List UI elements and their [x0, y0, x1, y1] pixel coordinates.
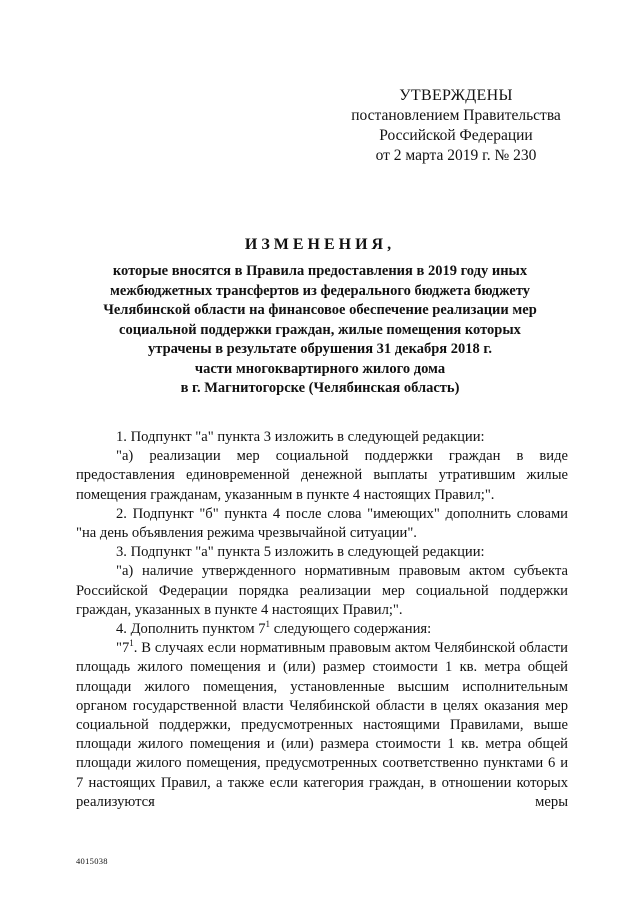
- paragraph-3: 2. Подпункт "б" пункта 4 после слова "имеющих" дополнить словами "на день объявления режима чрезвычайной ситуации".: [76, 505, 568, 542]
- subtitle-line: межбюджетных трансфертов из федерального бюджета бюджету: [109, 282, 531, 299]
- subtitle-line: Челябинской области на финансовое обеспечение реализации мер: [103, 302, 537, 318]
- superscript: 1: [129, 638, 134, 649]
- paragraph-7-text: . В случаях если нормативным правовым актом Челябинской области площадь жилого помещения и (или) размер стоимости 1 кв. метра общей площади жилого помещения, установленные высшим исполнительным органом государственной власти Челябинской области в целях оказания мер социальной поддержки, предусмотренных настоящими Правилами, выше площади жилого помещения и (или) размера стоимости 1 кв. метра общей площади жилого помещения, предусмотренных соответственно пунктами 6 и 7 настоящих Правил, а также если категория граждан, в отношении которых реализуются меры: [76, 640, 568, 810]
- subtitle-line: части многоквартирного жилого дома: [194, 360, 446, 377]
- paragraph-1: 1. Подпункт "а" пункта 3 изложить в следующей редакции:: [116, 429, 485, 445]
- document-body: [76, 428, 568, 812]
- approval-title: УТВЕРЖДЕНЫ: [399, 87, 513, 104]
- paragraph-6-text: 4. Дополнить пунктом 7: [116, 621, 266, 638]
- document-code: 4015038: [76, 856, 108, 866]
- subtitle-line: которые вносятся в Правила предоставления в 2019 году иных: [112, 263, 528, 279]
- approval-line-2: Российской Федерации: [379, 127, 533, 144]
- paragraph-5: "а) наличие утвержденного нормативным правовым актом субъекта Российской Федерации порядка реализации мер социальной поддержки граждан, указанных в пункте 4 настоящих Правил;".: [76, 563, 568, 618]
- document-subtitle: [70, 262, 570, 399]
- subtitle-line: в г. Магнитогорске (Челябинская область): [180, 380, 460, 396]
- paragraph-4: 3. Подпункт "а" пункта 5 изложить в следующей редакции:: [116, 544, 485, 561]
- approval-line-1: постановлением Правительства: [351, 107, 561, 124]
- paragraph-7-lead: "7: [116, 640, 130, 657]
- superscript: 1: [265, 619, 271, 630]
- document-title: ИЗМЕНЕНИЯ,: [244, 236, 396, 253]
- approval-line-3: от 2 марта 2019 г. № 230: [375, 147, 537, 164]
- subtitle-line: утрачены в результате обрушения 31 декабря 2018 г.: [148, 341, 492, 357]
- paragraph-2: "а) реализации мер социальной поддержки граждан в виде предоставления единовременной денежной выплаты утратившим жилые помещения гражданам, указанным в пункте 4 настоящих Правил;".: [76, 448, 568, 503]
- subtitle-line: социальной поддержки граждан, жилые помещения которых: [119, 321, 521, 338]
- paragraph-6-tail: следующего содержания:: [270, 621, 432, 638]
- paragraph-7: [76, 639, 568, 812]
- paragraph-6: [76, 620, 568, 639]
- approval-stamp: [340, 86, 572, 166]
